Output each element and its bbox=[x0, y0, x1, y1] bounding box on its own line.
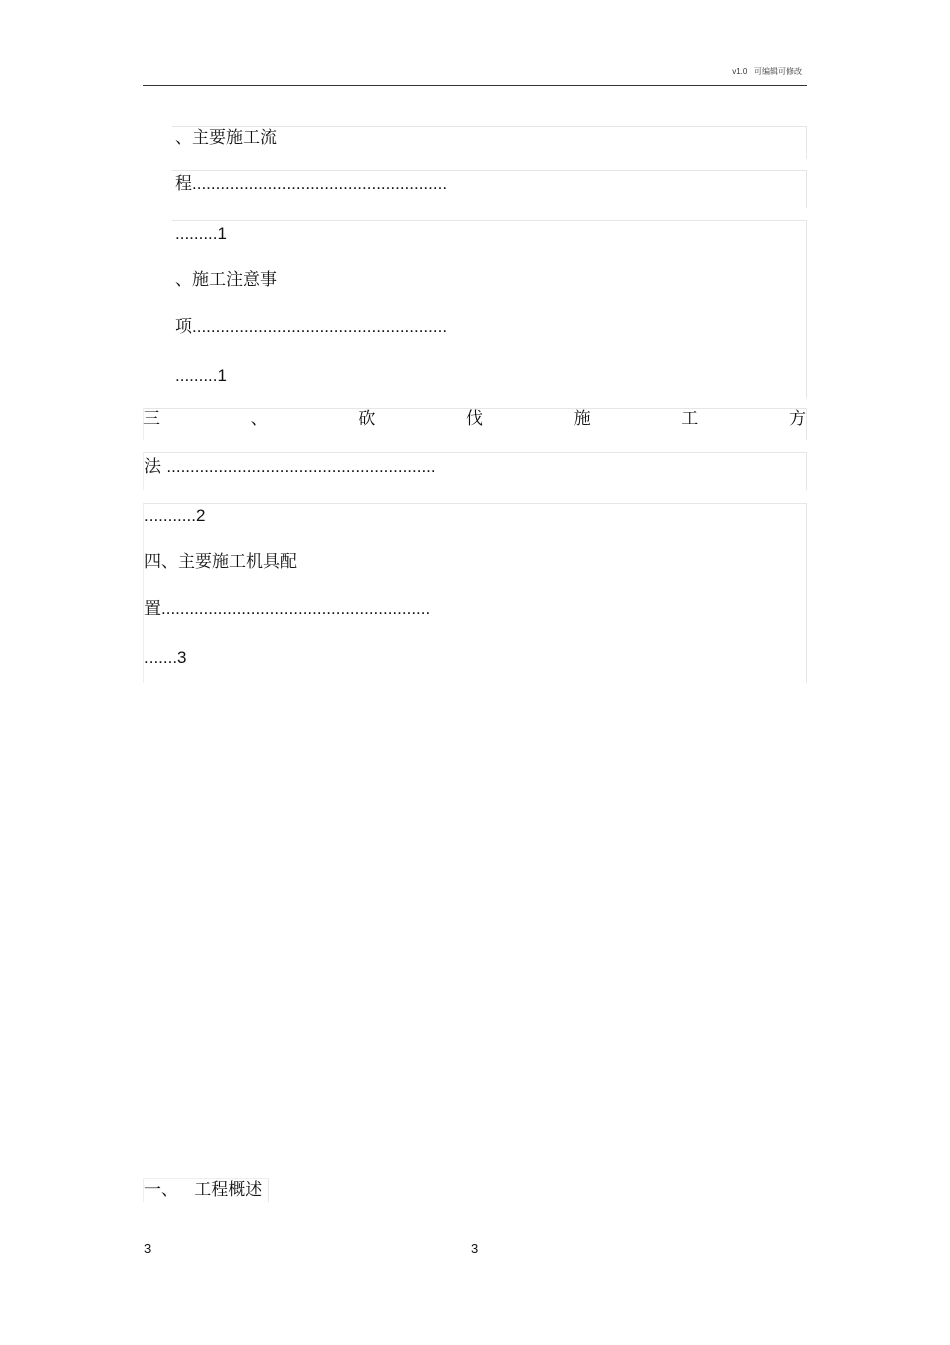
toc-entry-1-cont: 程 bbox=[175, 174, 192, 194]
header-rule bbox=[143, 85, 807, 86]
header-version bbox=[732, 66, 802, 77]
footer-page-number-center: 3 bbox=[471, 1241, 479, 1256]
toc-entry-2-dots: ...................................................... bbox=[192, 317, 448, 336]
toc-entry-2-title: 、施工注意事 bbox=[175, 270, 277, 290]
header-note: 可编辑可修改 bbox=[754, 67, 802, 76]
section-heading bbox=[144, 1180, 262, 1200]
toc-entry-4-leader bbox=[144, 599, 430, 619]
toc-entry-4-title: 四、主要施工机具配 bbox=[144, 552, 297, 572]
toc-entry-3-char: 三 bbox=[143, 409, 160, 429]
toc-entry-1-page: .........1 bbox=[175, 224, 227, 243]
toc-entry-2-cont: 项 bbox=[175, 317, 192, 337]
section-heading-text: 工程概述 bbox=[194, 1180, 263, 1200]
footer-page-number-left: 3 bbox=[144, 1241, 152, 1256]
toc-entry-4-page: .......3 bbox=[144, 648, 187, 667]
toc-entry-3-char: 施 bbox=[573, 409, 591, 429]
header-version-number: v1.0 bbox=[732, 67, 748, 76]
toc-entry-1-dots: ...................................................... bbox=[192, 174, 448, 193]
toc-entry-3-title bbox=[143, 409, 806, 429]
toc-entry-3-char: 工 bbox=[681, 409, 699, 429]
toc-entry-2-page: .........1 bbox=[175, 366, 227, 385]
toc-entry-3-char: 、 bbox=[250, 409, 268, 429]
toc-entry-3-cont: 法 bbox=[144, 457, 161, 477]
toc-entry-3-leader bbox=[144, 457, 436, 477]
toc-entry-3-char: 砍 bbox=[358, 409, 376, 429]
toc-entry-1-title: 、主要施工流 bbox=[175, 128, 277, 148]
toc-cell-outline bbox=[143, 503, 807, 683]
toc-entry-2-leader bbox=[175, 317, 447, 337]
toc-entry-4-cont: 置 bbox=[144, 599, 161, 619]
section-heading-number: 一、 bbox=[144, 1180, 178, 1200]
toc-entry-3-char: 方 bbox=[788, 409, 806, 429]
toc-cell-outline bbox=[172, 220, 807, 398]
toc-entry-1-leader bbox=[175, 174, 447, 194]
toc-entry-3-page: ...........2 bbox=[144, 506, 206, 525]
toc-entry-3-dots: ......................................................... bbox=[166, 457, 436, 476]
toc-entry-4-dots: ......................................................... bbox=[161, 599, 431, 618]
toc-entry-3-char: 伐 bbox=[465, 409, 483, 429]
